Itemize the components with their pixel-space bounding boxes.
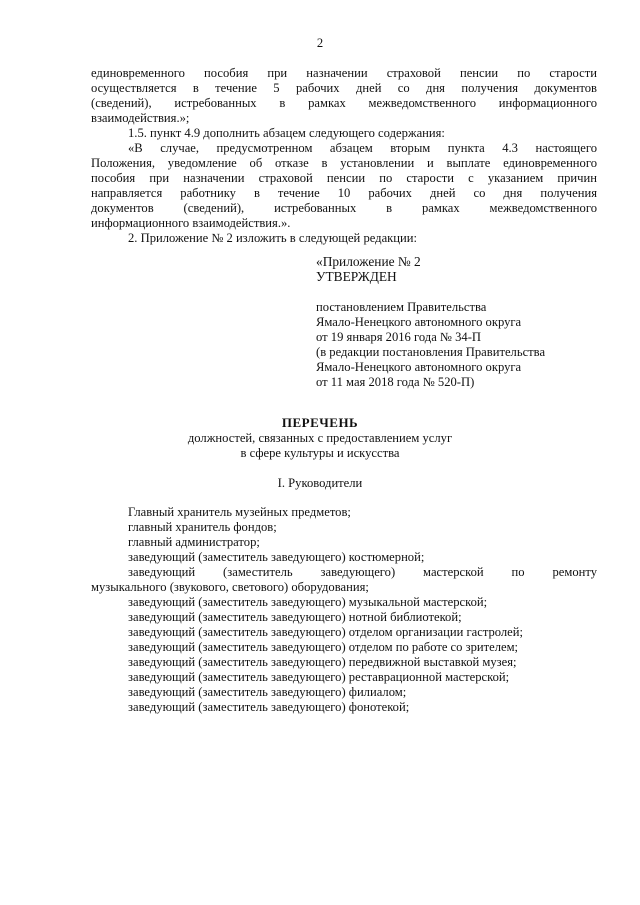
quote-line-4: направляется работнику в течение 10 рабочих дней со дня получения (91, 186, 597, 200)
quote-line-3: пособия при назначении страховой пенсии по старости с указанием причин (91, 171, 597, 185)
approval-line-4: (в редакции постановления Правительства (316, 345, 546, 359)
list-item: главный хранитель фондов; (128, 520, 277, 534)
list-item: заведующий (заместитель заведующего) филиалом; (128, 685, 407, 699)
approval-line-1: постановлением Правительства (316, 300, 487, 314)
list-item: заведующий (заместитель заведующего) реставрационной мастерской; (128, 670, 510, 684)
list-item: главный администратор; (128, 535, 260, 549)
list-item: заведующий (заместитель заведующего) передвижной выставкой музея; (128, 655, 517, 669)
approval-line-6: от 11 мая 2018 года № 520-П) (316, 375, 475, 389)
quote-line-6: информационного взаимодействия.». (91, 216, 291, 230)
list-item: заведующий (заместитель заведующего) отделом организации гастролей; (128, 625, 524, 639)
list-item: заведующий (заместитель заведующего) нотной библиотекой; (128, 610, 462, 624)
quote-line-2: Положения, уведомление об отказе в установлении и выплате единовременного (91, 156, 597, 170)
document-subtitle-1: должностей, связанных с предоставлением услуг (187, 431, 453, 445)
intro-line-3: (сведений), истребованных в рамках межведомственного информационного (91, 96, 597, 110)
approval-line-2: Ямало-Ненецкого автономного округа (316, 315, 522, 329)
item-2: 2. Приложение № 2 изложить в следующей редакции: (128, 231, 417, 245)
page-number: 2 (316, 36, 324, 50)
intro-line-2: осуществляется в течение 5 рабочих дней со дня получения документов (91, 81, 597, 95)
intro-line-1: единовременного пособия при назначении страховой пенсии по старости (91, 66, 597, 80)
list-item-long-line-1: заведующий (заместитель заведующего) мастерской по ремонту (128, 565, 597, 579)
item-1-5: 1.5. пункт 4.9 дополнить абзацем следующего содержания: (128, 126, 445, 140)
list-item: заведующий (заместитель заведующего) музыкальной мастерской; (128, 595, 488, 609)
list-item: заведующий (заместитель заведующего) костюмерной; (128, 550, 425, 564)
document-title: ПЕРЕЧЕНЬ (281, 415, 359, 430)
quote-line-5: документов (сведений), истребованных в рамках межведомственного (91, 201, 597, 215)
approval-line-3: от 19 января 2016 года № 34-П (316, 330, 481, 344)
quote-line-1: «В случае, предусмотренном абзацем вторым пункта 4.3 настоящего (128, 141, 597, 155)
document-subtitle-2: в сфере культуры и искусства (240, 446, 400, 460)
approved-label: УТВЕРЖДЕН (316, 269, 397, 284)
appendix-label: «Приложение № 2 (316, 254, 421, 269)
approval-line-5: Ямало-Ненецкого автономного округа (316, 360, 522, 374)
list-item: заведующий (заместитель заведующего) отделом по работе со зрителем; (128, 640, 519, 654)
list-item: заведующий (заместитель заведующего) фонотекой; (128, 700, 410, 714)
list-item: Главный хранитель музейных предметов; (128, 505, 351, 519)
section-title: I. Руководители (277, 476, 363, 490)
intro-line-4: взаимодействия.»; (91, 111, 190, 125)
list-item-long-line-2: музыкального (звукового, светового) оборудования; (91, 580, 369, 594)
